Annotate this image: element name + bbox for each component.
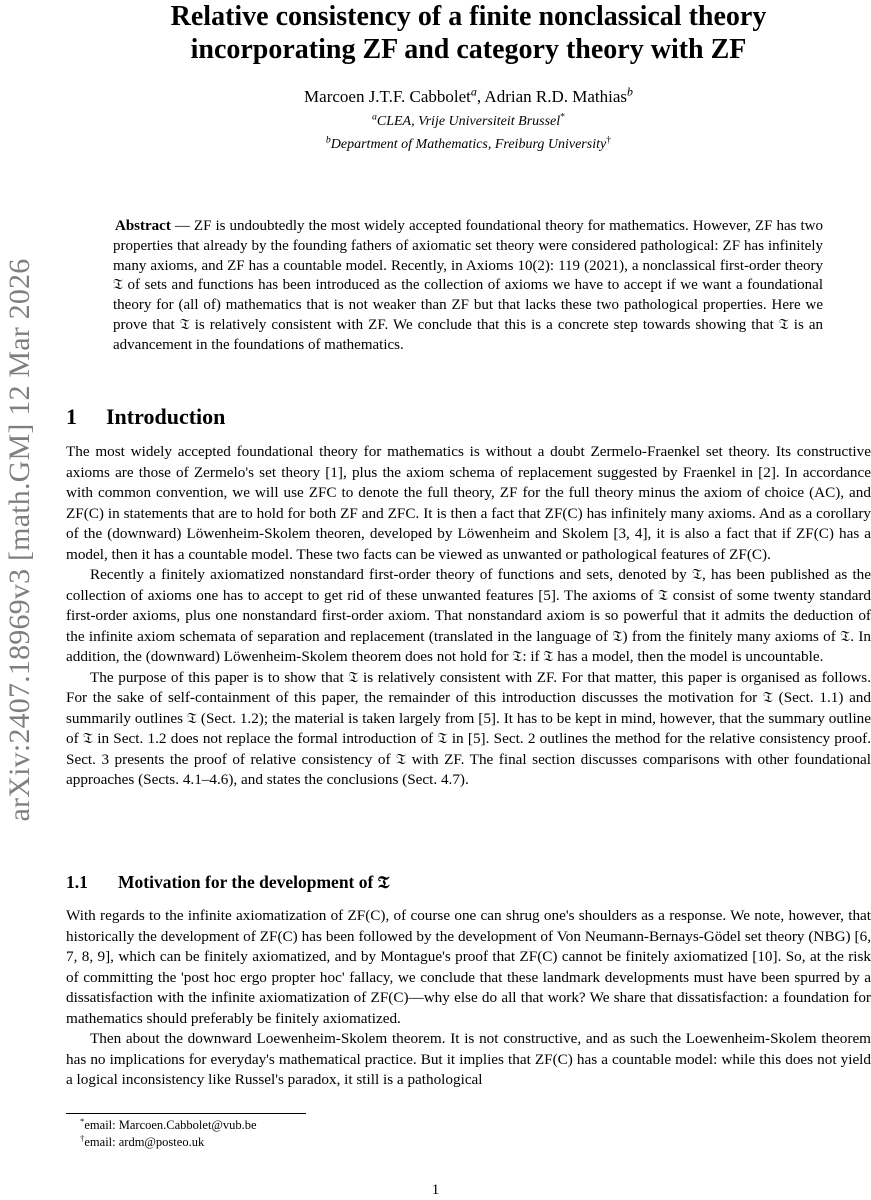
title-line-2: incorporating ZF and category theory with ZF: [190, 34, 747, 65]
section-title: Introduction: [106, 404, 226, 429]
page-number: 1: [431, 1182, 440, 1198]
section-number: 1: [66, 404, 77, 429]
subsection-heading-motivation: [66, 872, 389, 893]
motivation-paragraph-1: With regards to the infinite axiomatization of ZF(C), of course one can shrug one's shoulders as a response. We note, however, that historically the development of ZF(C) has been followed by the development of Von Neumann-Bernays-Gödel set theory (NBG) [6, 7, 8, 9], which can be finitely axiomatized, and by Montague's proof that ZF(C) cannot be finitely axiomatized [10]. So, at the risk of committing the 'post hoc ergo propter hoc' fallacy, we conclude that these landmark developments must have been spurred by a dissatisfaction with the infinite axiomatization of ZF(C)—why else do all that work? We share that dissatisfaction: a foundation for mathematics should preferably be finitely axiomatized.: [66, 907, 871, 1027]
title-line-1: Relative consistency of a finite nonclassical theory: [170, 1, 767, 32]
intro-paragraph-3: The purpose of this paper is to show that 𝔗 is relatively consistent with ZF. For that matter, this paper is organised as follows. For the sake of self-containment of this paper, the remainder of this introduction discusses the motivation for 𝔗 (Sect. 1.1) and summarily outlines 𝔗 (Sect. 1.2); the material is taken largely from [5]. It has to be kept in mind, however, that the summary outline of 𝔗 in Sect. 1.2 does not replace the formal introduction of 𝔗 in [5]. Sect. 2 outlines the method for the relative consistency proof. Sect. 3 presents the proof of relative consistency of 𝔗 with ZF. The final section discusses comparisons with other foundational approaches (Sects. 4.1–4.6), and states the conclusions (Sect. 4.7).: [66, 668, 871, 788]
section-heading-introduction: [66, 404, 225, 430]
intro-paragraph-2: Recently a finitely axiomatized nonstandard first-order theory of functions and sets, denoted by 𝔗, has been published as the collection of axioms one has to accept to get rid of these unwanted features [5]. The axioms of 𝔗 consist of some twenty standard first-order axioms, plus one nonstandard first-order axiom. That nonstandard axiom is so powerful that it admits the deduction of the infinite axiom schemata of separation and replacement (translated in the language of 𝔗) from the finitely many axioms of 𝔗. In addition, the (downward) Löwenheim-Skolem theorem does not hold for 𝔗: if 𝔗 has a model, then the model is uncountable.: [66, 566, 871, 665]
abstract: [113, 217, 823, 356]
footnote-2: †email: ardm@posteo.uk: [80, 1132, 205, 1149]
affiliation-b: $^b$Department of Mathematics, Freiburg University†: [325, 134, 612, 152]
author-1: Marcoen J.T.F. Cabbolet: [304, 87, 471, 106]
footnote-1: *email: Marcoen.Cabbolet@vub.be: [80, 1115, 257, 1132]
arxiv-identifier: arXiv:2407.18969v3 [math.GM] 12 Mar 2026: [3, 258, 36, 822]
footnote-rule: [66, 1113, 306, 1114]
subsection-number: 1.1: [66, 872, 88, 892]
paper-title: [66, 0, 871, 66]
author-1-mark: a: [470, 84, 477, 99]
author-2: Adrian R.D. Mathias: [484, 87, 628, 106]
abstract-text: ZF is undoubtedly the most widely accepted foundational theory for mathematics. However, ZF has two properties that already by the founding fathers of axiomatic set theory were considered pathological: ZF has infinitely many axioms, and ZF has a countable model. Recently, in Axioms 10(2): 119 (2021), a nonclassical first-order theory 𝔗 of sets and functions has been introduced as the collection of axioms we have to accept if we want a foundational theory for (all of) mathematics that is not weaker than ZF but that lacks these two pathological properties. Here we prove that 𝔗 is relatively consistent with ZF. We conclude that this is a concrete step towards showing that 𝔗 is an advancement in the foundations of mathematics.: [113, 218, 823, 353]
affiliation-a: $^a$CLEA, Vrije Universiteit Brussel*: [371, 111, 566, 129]
author-separator: ,: [476, 87, 485, 106]
motivation-body: [66, 906, 871, 1091]
abstract-dash: —: [170, 218, 194, 234]
motivation-paragraph-2: Then about the downward Loewenheim-Skolem theorem. It is not constructive, and as such the Loewenheim-Skolem theorem has no implications for everyday's mathematical practice. But it implies that ZF(C) has a countable model: while this does not yield a logical inconsistency like Russel's paradox, it still is a pathological: [66, 1030, 871, 1088]
author-list: [66, 86, 871, 108]
introduction-body: [66, 442, 871, 791]
abstract-label: Abstract: [115, 218, 171, 234]
author-2-mark: b: [627, 84, 633, 99]
intro-paragraph-1: The most widely accepted foundational theory for mathematics is without a doubt Zermelo-Fraenkel set theory. Its constructive axioms are those of Zermelo's set theory [1], plus the axiom schema of replacement suggested by Fraenkel in [2]. In accordance with common convention, we will use ZFC to denote the full theory, ZF for the full theory minus the axiom of choice (AC), and ZF(C) in statements that are to hold for both ZF and ZFC. It is then a fact that ZF(C) has infinitely many axioms. And as a corollary of the (downward) Löwenheim-Skolem theoren, developed by Löwenheim and Skolem [3, 4], it is also a fact that if ZF(C) has a model, then it has a countable model. These two facts can be viewed as unwanted or pathological features of ZF(C).: [66, 443, 871, 563]
arxiv-sidebar: [0, 0, 40, 1200]
subsection-title: Motivation for the development of 𝔗: [118, 872, 390, 892]
